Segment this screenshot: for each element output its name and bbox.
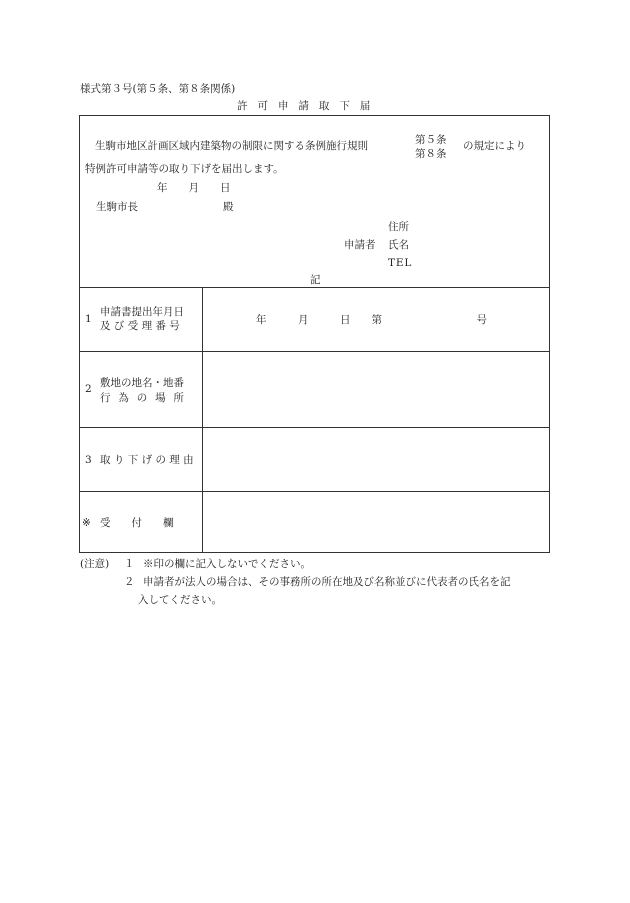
applicant-label: 申請者 <box>344 239 376 251</box>
name-label: 氏名 <box>388 239 409 251</box>
withdrawal-statement: 特例許可申請等の取り下げを届出します。 <box>85 163 284 175</box>
note-number: １ <box>124 558 135 570</box>
note-text: 申請者が法人の場合は、その事務所の所在地及び名称並びに代表者の氏名を記 <box>143 576 511 588</box>
note-text: ※印の欄に記入しないでください。 <box>143 558 311 570</box>
form-title: 許可申請取下届 <box>237 100 381 112</box>
note-number: ２ <box>124 576 135 588</box>
row-reception <box>80 491 202 553</box>
row-number: 3 <box>85 454 92 466</box>
row-mark: ※ <box>82 517 91 529</box>
row-label: 取り下げの理由 <box>100 454 198 466</box>
row-reason <box>80 427 202 491</box>
note-text-continued: 入してください。 <box>138 594 222 606</box>
application-form <box>79 115 550 553</box>
row-number: 2 <box>85 383 92 395</box>
honorific: 殿 <box>223 201 234 213</box>
row-label: 申請書提出年月日 <box>100 306 184 318</box>
row-number: 1 <box>85 313 92 325</box>
address-label: 住所 <box>388 221 409 233</box>
row-label: 行為の場所 <box>100 392 192 404</box>
regulation-suffix: の規定により <box>463 140 526 152</box>
row-submission <box>80 287 202 351</box>
addressee: 生駒市長 <box>96 201 138 213</box>
row-site <box>80 351 202 427</box>
notes-prefix: (注意) <box>80 558 110 570</box>
row-label: 敷地の地名・地番 <box>100 377 184 389</box>
row-label: 及び受理番号 <box>100 320 184 332</box>
row-label: 受 付 欄 <box>100 517 174 529</box>
regulation-text: 生駒市地区計画区域内建築物の制限に関する条例施行規則 <box>95 140 368 152</box>
article-5: 第５条 <box>415 134 447 146</box>
article-8: 第８条 <box>415 148 447 160</box>
ki-label: 記 <box>310 274 321 286</box>
form-number: 様式第３号(第５条、第８条関係) <box>80 83 236 95</box>
tel-label: TEL <box>388 257 413 269</box>
submission-value: 年 月 日 第 号 <box>256 314 487 326</box>
submission-date: 年 月 日 <box>157 182 231 194</box>
column-divider <box>202 287 203 552</box>
